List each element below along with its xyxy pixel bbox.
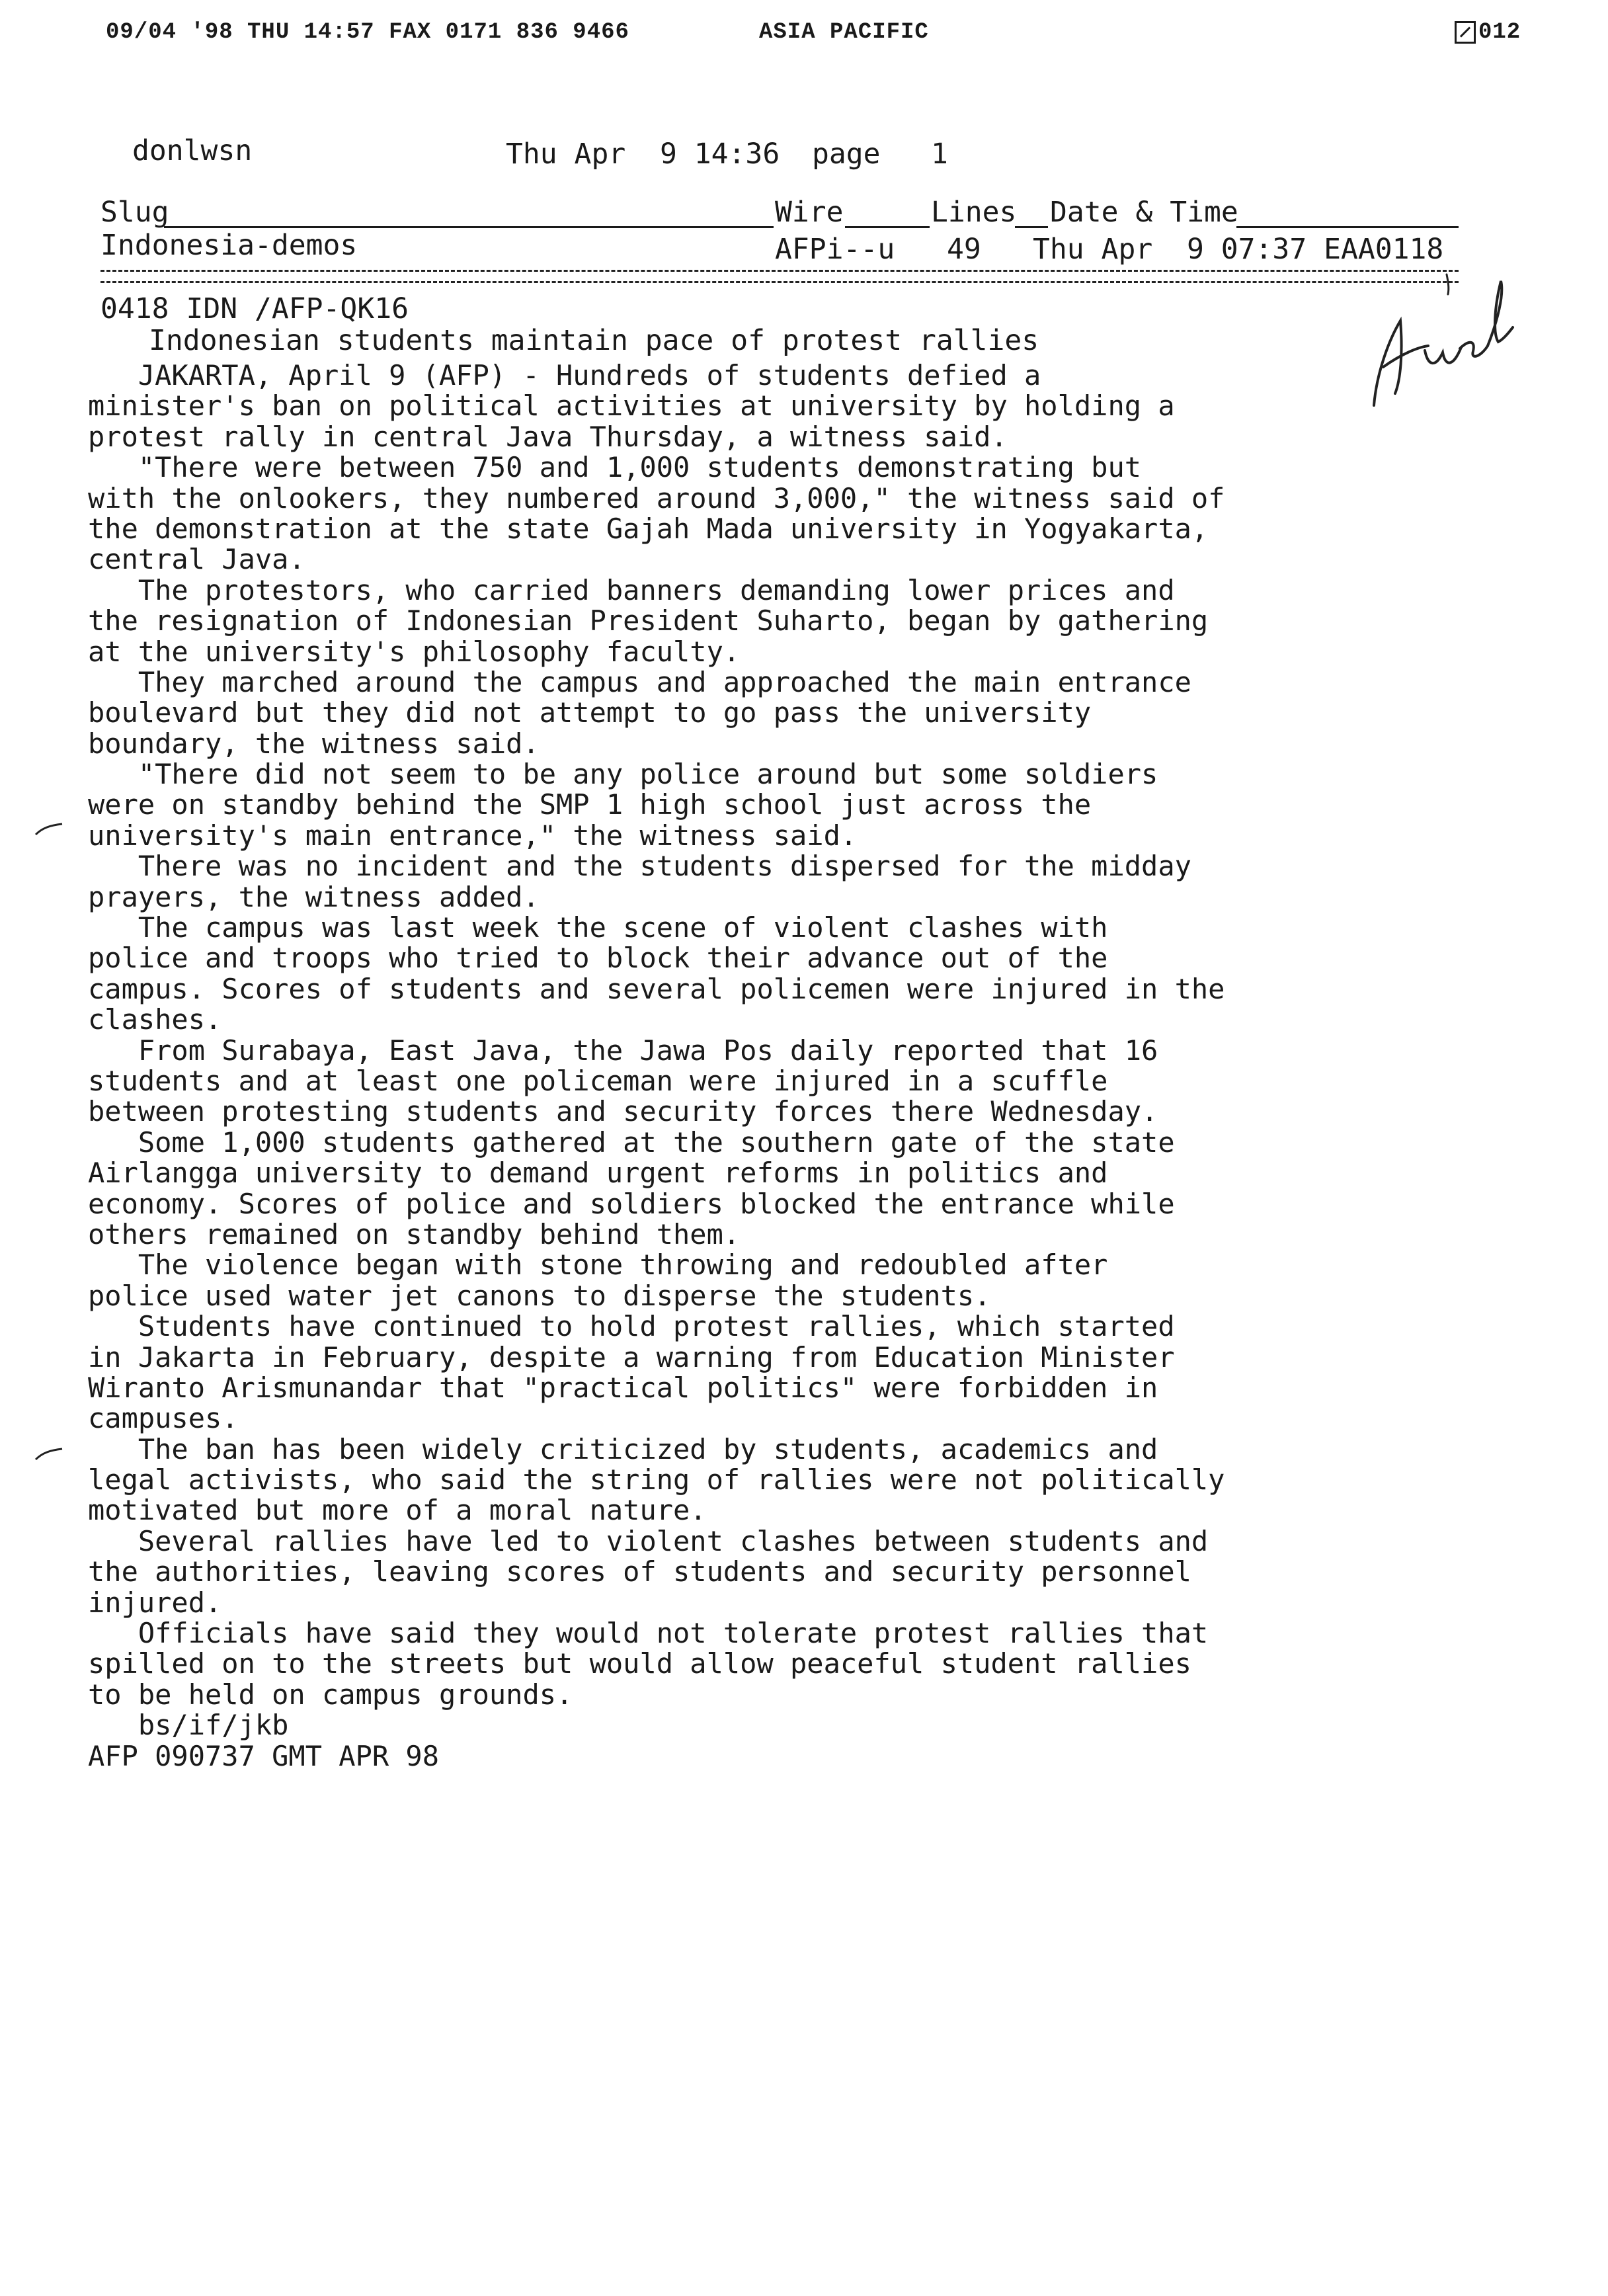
story-line: clashes. [88, 1003, 222, 1036]
story-line: AFP 090737 GMT APR 98 [88, 1739, 440, 1772]
margin-tick-mark [33, 1445, 66, 1465]
story-body [88, 360, 1410, 1772]
story-line: were on standby behind the SMP 1 high school just across the [88, 788, 1092, 821]
story-line: at the university's philosophy faculty. [88, 635, 741, 668]
story-line: economy. Scores of police and soldiers blocked the entrance while [88, 1187, 1175, 1220]
story-line: "There did not seem to be any police around but some soldiers [88, 758, 1158, 791]
story-line: Airlangga university to demand urgent reforms in politics and [88, 1157, 1108, 1190]
story-line: protest rally in central Java Thursday, a witness said. [88, 420, 1008, 453]
lines-underline [1015, 226, 1048, 228]
story-line: Students have continued to hold protest rallies, which started [88, 1310, 1175, 1343]
story-line: the authorities, leaving scores of students and security personnel [88, 1555, 1191, 1588]
story-line: boulevard but they did not attempt to go pass the university [88, 696, 1092, 729]
printout-page-label: page [812, 138, 881, 171]
slug-underline [164, 226, 774, 228]
story-line: Officials have said they would not tolerate protest rallies that [88, 1617, 1209, 1650]
story-line: From Surabaya, East Java, the Jawa Pos daily reported that 16 [88, 1034, 1158, 1067]
printout-user: donlwsn [132, 134, 253, 167]
story-line: the resignation of Indonesian President Suharto, began by gathering [88, 604, 1209, 637]
datetime-underline [1236, 226, 1459, 228]
story-line: spilled on to the streets but would allow peaceful student rallies [88, 1647, 1191, 1680]
story-line: Several rallies have led to violent clashes between students and [88, 1524, 1209, 1557]
fax-datetime: 09/04 '98 THU 14:57 FAX 0171 836 9466 [106, 20, 629, 45]
wire-underline [845, 226, 930, 228]
story-line: legal activists, who said the string of rallies were not politically [88, 1463, 1225, 1496]
story-line: others remained on standby behind them. [88, 1217, 741, 1250]
story-line: police and troops who tried to block their advance out of the [88, 942, 1108, 975]
story-line: bs/if/jkb [88, 1709, 289, 1742]
story-line: with the onlookers, they numbered around 3,000," the witness said of [88, 481, 1225, 514]
story-line: university's main entrance," the witness said. [88, 819, 858, 852]
story-line: injured. [88, 1586, 222, 1619]
fax-page-number [1455, 20, 1521, 45]
wire-value: AFPi--u [775, 233, 895, 266]
story-line: "There were between 750 and 1,000 students demonstrating but [88, 451, 1142, 484]
fax-page-icon [1455, 21, 1476, 44]
story-line: JAKARTA, April 9 (AFP) - Hundreds of students defied a [88, 359, 1041, 391]
slug-value: Indonesia-demos [100, 229, 358, 262]
story-line: police used water jet canons to disperse the students. [88, 1279, 991, 1312]
story-line: minister's ban on political activities at university by holding a [88, 390, 1175, 423]
story-line: students and at least one policeman were injured in a scuffle [88, 1064, 1108, 1097]
datetime-header: Date & Time [1050, 196, 1238, 229]
story-line: The violence began with stone throwing and redoubled after [88, 1249, 1108, 1282]
separator-rule [100, 270, 1459, 283]
slug-header: Slug [100, 196, 169, 229]
margin-tick-mark [33, 820, 66, 840]
lines-value: 49 [947, 233, 981, 266]
story-line: campuses. [88, 1402, 239, 1435]
lines-header: Lines [931, 196, 1017, 229]
story-headline: Indonesian students maintain pace of protest rallies [149, 324, 1039, 357]
handwritten-initials [1362, 268, 1521, 420]
story-line: The campus was last week the scene of violent clashes with [88, 911, 1108, 944]
story-line: between protesting students and security forces there Wednesday. [88, 1095, 1158, 1128]
story-line: campus. Scores of students and several policemen were injured in the [88, 972, 1225, 1005]
story-line: There was no incident and the students dispersed for the midday [88, 850, 1191, 883]
story-line: the demonstration at the state Gajah Mada university in Yogyakarta, [88, 512, 1209, 545]
story-line: to be held on campus grounds. [88, 1678, 573, 1711]
story-line: prayers, the witness added. [88, 880, 540, 913]
printout-page-number: 1 [931, 138, 948, 171]
story-line: motivated but more of a moral nature. [88, 1494, 707, 1527]
story-line: Some 1,000 students gathered at the southern gate of the state [88, 1126, 1175, 1159]
story-line: in Jakarta in February, despite a warning from Education Minister [88, 1340, 1175, 1374]
fax-page-no: 012 [1478, 20, 1521, 45]
story-line: They marched around the campus and approached the main entrance [88, 665, 1191, 698]
story-line: The ban has been widely criticized by students, academics and [88, 1432, 1158, 1465]
fax-office: ASIA PACIFIC [759, 20, 929, 45]
story-code: 0418 IDN /AFP-QK16 [100, 292, 409, 325]
printout-date: Thu Apr 9 14:36 [506, 138, 780, 171]
story-line: The protestors, who carried banners demanding lower prices and [88, 573, 1175, 606]
story-line: Wiranto Arismunandar that "practical politics" were forbidden in [88, 1371, 1158, 1404]
wire-header: Wire [775, 196, 844, 229]
story-line: central Java. [88, 543, 305, 576]
datetime-value: Thu Apr 9 07:37 EAA0118 [1033, 233, 1444, 266]
story-line: boundary, the witness said. [88, 727, 540, 760]
